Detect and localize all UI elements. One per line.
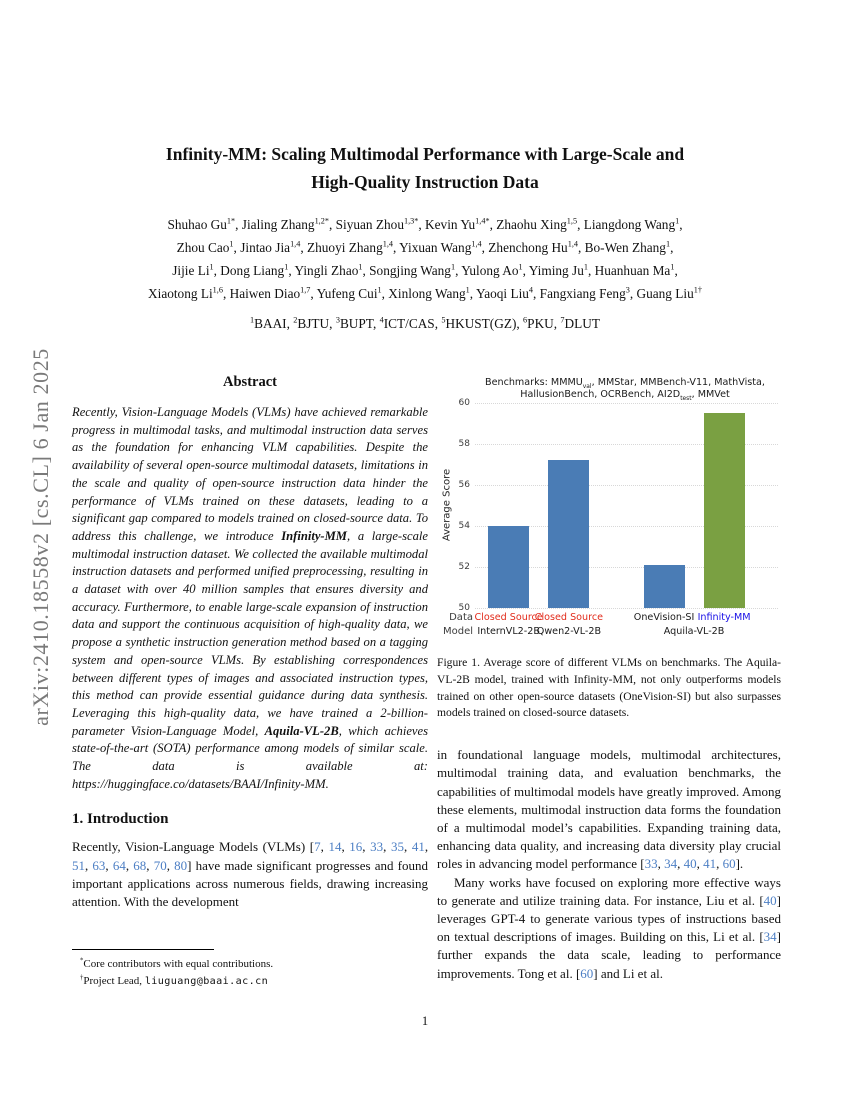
right-column: [437, 375, 781, 983]
left-column: [72, 374, 428, 911]
citation-link[interactable]: 33: [370, 839, 384, 855]
x-axis-row-label-model: Model: [442, 626, 473, 637]
citation-link[interactable]: 34: [763, 929, 777, 945]
superscript-marker: 1: [450, 262, 456, 272]
superscript-marker: 1: [209, 262, 214, 272]
superscript-marker: 1,5: [566, 216, 578, 226]
section-heading-introduction: 1. Introduction: [72, 811, 169, 828]
bold-text: Infinity-MM: [281, 528, 347, 543]
citation-link[interactable]: 64: [112, 857, 126, 873]
superscript-marker: 6: [523, 315, 528, 325]
superscript-marker: 1: [229, 239, 234, 249]
bold-text: Aquila-VL-2B: [264, 723, 339, 738]
abstract-heading: Abstract: [223, 374, 277, 390]
superscript-marker: 1*: [226, 216, 236, 226]
y-tick-label: 60: [458, 398, 470, 408]
superscript-marker: 4: [379, 315, 384, 325]
gridline: [475, 403, 778, 404]
paper-title: [55, 140, 795, 196]
superscript-marker: 4: [528, 285, 534, 295]
bar-infinity-mm: [704, 413, 745, 608]
y-tick-label: 58: [458, 439, 470, 449]
superscript-marker: 1,4*: [475, 216, 490, 226]
superscript-marker: 1: [518, 262, 523, 272]
citation-link[interactable]: 60: [722, 856, 736, 872]
author-line: Xiaotong Li$^{1,6}$, Haiwen Diao$^{1,7}$, Yufeng Cui$^1$, Xinlong Wang$^1$, Yaoqi Liu$^4$, Fangxiang Feng$^3$, Guang Liu$^{1\dagger}$: [148, 285, 702, 301]
abstract-text: Recently, Vision-Language Models (VLMs) have achieved remarkable progress in multimodal tasks, and multimodal instruction data serves as the foundation for enhancing VLM capabilities. Despite the availability of several open-source multimodal datasets, limitations in the scale and quality of open-source instruction data hinder the performance of VLMs trained on these datasets, leading to a significant gap compared to models trained on closed-source data. To address this challenge, we introduce Infinity-MM, a large-scale multimodal instruction dataset. We collected the available multimodal instruction datasets and performed unified preprocessing, resulting in a dataset with over 40 million samples that ensures diversity and accuracy. Furthermore, to enable large-scale expansion of instruction data and support the continuous acquisition of high-quality data, we propose a synthetic instruction generation method based on a tagging system and open-source VLMs. By establishing correspondences between different types of images and associated instruction types, this method can provide essential guidance during data synthesis. Leveraging this high-quality data, we have trained a 2-billion-parameter Vision-Language Model, Aquila-VL-2B, which achieves state-of-the-art (SOTA) performance among models of similar scale. The data is available at: https://huggingface.co/datasets/BAAI/Infinity-MM.: [72, 405, 428, 791]
superscript-marker: 7: [560, 315, 565, 325]
superscript-marker: 1: [675, 216, 680, 226]
citation-link[interactable]: 33: [644, 856, 658, 872]
introduction-paragraph: Recently, Vision-Language Models (VLMs) [7, 14, 16, 33, 35, 41, 51, 63, 64, 68, 70, 80] have made significant progresses and found important applications across numerous fields, drawing increasing attention. With the development: [72, 839, 429, 910]
superscript-marker: 1,4: [290, 239, 301, 249]
superscript-marker: 3: [335, 315, 340, 325]
arxiv-watermark: arXiv:2410.18558v2 [cs.CL] 6 Jan 2025: [28, 348, 53, 726]
paper-title-line1: Infinity-MM: Scaling Multimodal Performance with Large-Scale and: [165, 144, 685, 164]
bar-onevision-si: [644, 565, 685, 608]
superscript-marker: 1: [377, 285, 382, 295]
bar-closed-source: [548, 460, 589, 608]
superscript-marker: 1†: [693, 285, 702, 295]
mono-text: liuguang@baai.ac.cn: [144, 975, 269, 987]
y-axis-label: Average Score: [441, 468, 453, 542]
body-paragraph: Many works have focused on exploring more effective ways to generate and utilize training data. For instance, Liu et al. [40] leverages GPT-4 to generate various types of instructions based on textual descriptions of images. Building on this, Li et al. [34] further expands the data scale, leading to performance improvements. Tong et al. [60] and Li et al.: [437, 874, 781, 981]
superscript-marker: 1: [249, 315, 255, 325]
citation-link[interactable]: 70: [153, 857, 167, 873]
superscript-marker: 1: [583, 262, 588, 272]
citation-link[interactable]: 41: [411, 839, 425, 855]
paper-title-line2: High-Quality Instruction Data: [311, 172, 539, 192]
superscript-marker: 3: [625, 285, 630, 295]
citation-link[interactable]: 34: [664, 856, 678, 872]
figure-1-chart: [437, 375, 781, 647]
author-line: Zhou Cao$^1$, Jintao Jia$^{1,4}$, Zhuoyi Zhang$^{1,4}$, Yixuan Wang$^{1,4}$, Zhenchong Hu$^{1,4}$, Bo-Wen Zhang$^1$,: [176, 239, 674, 255]
superscript-marker: *: [80, 957, 84, 965]
superscript-marker: 1,4: [471, 239, 482, 249]
citation-link[interactable]: 40: [763, 892, 777, 908]
citation-link[interactable]: 60: [580, 965, 594, 981]
x-data-label: Closed Source: [534, 612, 604, 623]
x-axis-row-label-data: Data: [449, 612, 473, 623]
footnote-project-lead: †Project Lead, liuguang@baai.ac.cn: [80, 973, 269, 987]
footnote-core-contributors: *Core contributors with equal contributions.: [80, 957, 274, 970]
superscript-marker: 1,3*: [403, 216, 419, 226]
figure-1-caption: Figure 1. Average score of different VLMs on benchmarks. The Aquila-VL-2B model, trained with Infinity-MM, not only outperforms models trained on other open-source datasets (OneVision-SI) but also surpasses models trained on closed-source datasets.: [437, 656, 781, 720]
citation-link[interactable]: 63: [92, 857, 106, 873]
subscript-marker: test: [680, 394, 692, 402]
page-number: 1: [421, 1014, 429, 1028]
superscript-marker: 1,6: [212, 285, 223, 295]
superscript-marker: 1: [670, 262, 675, 272]
x-model-label: InternVL2-2B: [477, 626, 540, 637]
author-line: Shuhao $Gu^{1*}$, Jialing Zhang$^{1,2*}$, Siyuan Zhou$^{1,3*}$, Kevin $Yu^{1,4*}$, Zhaohu Xing$^{1,5}$, Liangdong Wang$^1$,: [167, 216, 683, 232]
superscript-marker: 1,7: [300, 285, 311, 295]
author-list: [62, 213, 788, 305]
body-paragraph: in foundational language models, multimodal architectures, multimodal training data, and evaluation benchmarks, the capabilities of multimodal models have greatly improved. Among these elements, multimodal instruction data forms the foundation of a multimodal model’s capabilities. Expanding training data, enhancing data quality, and increasing data diversity play crucial roles in advancing model performance [33, 34, 40, 41, 60].: [437, 747, 781, 872]
citation-link[interactable]: 7: [314, 839, 321, 855]
figure-1: [437, 375, 781, 722]
bar-closed-source: [488, 526, 529, 608]
superscript-marker: †: [80, 973, 84, 981]
x-model-label: Aquila-VL-2B: [663, 626, 725, 637]
superscript-marker: 1,4: [567, 239, 578, 249]
y-tick-label: 52: [458, 562, 470, 572]
chart-title: Benchmarks: $MMMU_{val}$, MMStar, MMBench-V11, MathVista, HallusionBench, OCRBench, $AI2D_{test}$, MMVet: [485, 377, 765, 402]
citation-link[interactable]: 51: [72, 857, 85, 873]
x-data-label: Infinity-MM: [697, 612, 751, 623]
superscript-marker: 1,4: [382, 239, 394, 249]
citation-link[interactable]: 68: [133, 857, 147, 873]
superscript-marker: 1: [465, 285, 470, 295]
citation-link[interactable]: 40: [683, 856, 697, 872]
footnotes: [72, 949, 428, 990]
author-line: Jijie Li$^1$, Dong Liang$^1$, Yingli Zhao$^1$, Songjing Wang$^1$, Yulong Ao$^1$, Yiming Ju$^1$, Huanhuan Ma$^1$,: [172, 262, 678, 278]
y-tick-label: 50: [458, 603, 470, 613]
citation-link[interactable]: 35: [390, 839, 404, 855]
gridline: [475, 608, 778, 609]
superscript-marker: 1: [665, 239, 671, 249]
affiliations: $^1$BAAI, $^2$BJTU, $^3$BUPT, $^4$ICT/CAS, $^5$HKUST(GZ), $^6$PKU, $^7$DLUT: [249, 315, 600, 331]
superscript-marker: 2: [293, 315, 298, 325]
y-tick-label: 56: [458, 480, 470, 490]
superscript-marker: 1: [358, 262, 363, 272]
x-data-label: OneVision-SI: [633, 612, 695, 623]
superscript-marker: 1: [284, 262, 289, 272]
y-tick-label: 54: [458, 521, 470, 531]
citation-link[interactable]: 14: [328, 839, 342, 855]
citation-link[interactable]: 80: [174, 857, 188, 873]
citation-link[interactable]: 41: [703, 856, 717, 872]
citation-link[interactable]: 16: [349, 839, 363, 855]
superscript-marker: 5: [441, 315, 446, 325]
superscript-marker: 1,2*: [314, 216, 329, 226]
footnote-rule: [72, 949, 214, 950]
subscript-marker: val: [582, 382, 592, 390]
x-model-label: Qwen2-VL-2B: [536, 626, 602, 637]
x-data-label: Closed Source: [474, 612, 543, 623]
